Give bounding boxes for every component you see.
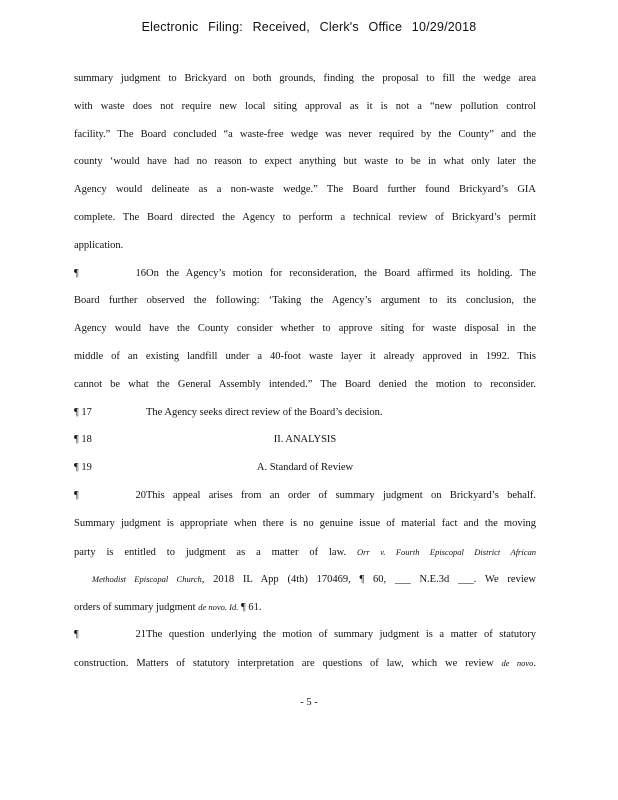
paragraph-19 (74, 459, 536, 487)
paragraph-20-first-line (74, 487, 536, 515)
text-span: construction. Matters of statutory interpretation are questions of law, which we review (74, 657, 494, 669)
subsection-heading: A. Standard of Review (256, 462, 354, 474)
paragraph-number: ¶ 19 (74, 462, 92, 474)
paragraph-text: This appeal arises from an order of summary judgment on Brickyard’s behalf. (146, 489, 536, 501)
paragraph-number: ¶ 16 (74, 267, 146, 279)
page-number: - 5 - (300, 697, 318, 708)
text-line: facility.” The Board concluded “a waste-free wedge was never required by the County” and the (74, 128, 536, 140)
text-line: cannot be what the General Assembly intended.” The Board denied the motion to reconsider. (74, 378, 536, 390)
text-line: application. (74, 239, 124, 251)
paragraph-16-first-line (74, 265, 536, 293)
text-line: complete. The Board directed the Agency to perform a technical review of Brickyard’s permit (74, 211, 536, 223)
paragraph-21-first-line (74, 626, 536, 654)
paragraph-number: ¶ 21 (74, 628, 146, 640)
text-line (74, 543, 536, 571)
filing-header: Electronic Filing: Received, Clerk's Office 10/29/2018 (141, 20, 477, 34)
text-line: Board further observed the following: ‘Taking the Agency’s argument to its conclusion, the (74, 295, 536, 307)
latin-term: de novo (198, 602, 225, 613)
paragraph-text: On the Agency’s motion for reconsideration, the Board affirmed its holding. The (146, 267, 536, 279)
paragraph-number: ¶ 17 (74, 406, 92, 418)
latin-term: de novo (501, 657, 534, 668)
text-line: Agency would have the County consider whether to approve siting for waste disposal in the (74, 323, 536, 335)
text-line: with waste does not require new local siting approval as it is not a “new pollution control (74, 100, 536, 112)
text-line: Agency would delineate as a non-waste wedge.” The Board further found Brickyard’s GIA (74, 184, 536, 196)
section-heading: II. ANALYSIS (273, 434, 337, 446)
text-span: , 2018 IL App (4th) 170469, ¶ 60, ___ N.E.3d ___. We review (201, 574, 536, 586)
paragraph-number: ¶ 20 (74, 489, 146, 501)
case-citation: Methodist Episcopal Church (92, 574, 202, 585)
paragraph-number: ¶ 18 (74, 434, 92, 446)
text-line: county ‘would have had no reason to expect anything but waste to be in what only later the (74, 156, 536, 168)
case-citation: Orr v. Fourth Episcopal District African (357, 546, 536, 557)
text-line: summary judgment to Brickyard on both grounds, finding the proposal to fill the wedge area (74, 73, 536, 84)
text-line (74, 598, 536, 626)
paragraph-17 (74, 404, 536, 432)
text-span: ¶ 61. (241, 602, 262, 614)
text-line: Summary judgment is appropriate when there is no genuine issue of material fact and the moving (74, 517, 536, 529)
text-line (74, 570, 536, 598)
text-line (74, 654, 536, 682)
text-span: orders of summary judgment (74, 602, 196, 614)
text-span: . (533, 657, 537, 669)
paragraph-text: The Agency seeks direct review of the Board’s decision. (146, 406, 383, 418)
document-body (74, 70, 536, 682)
citation-id: . Id. (224, 602, 239, 613)
paragraph-18 (74, 431, 536, 459)
paragraph-text: The question underlying the motion of summary judgment is a matter of statutory (146, 628, 536, 640)
text-span: party is entitled to judgment as a matter of law. (74, 546, 347, 558)
text-line: middle of an existing landfill under a 40-foot waste layer it already approved in 1992. This (74, 350, 536, 362)
